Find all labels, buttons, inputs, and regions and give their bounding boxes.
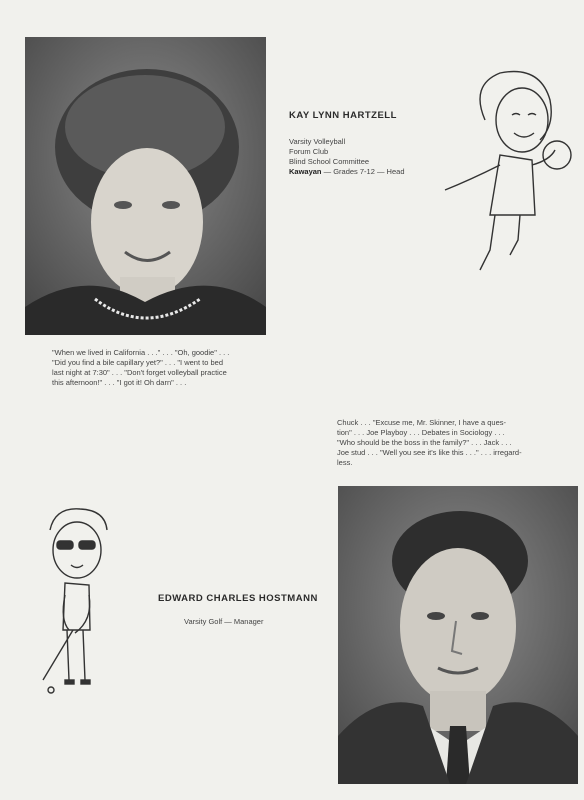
quote-block (337, 418, 522, 468)
quote-line: this afternoon!" . . . "I got it! Oh darn" . . . (52, 378, 187, 387)
kawayan-label: Kawayan (289, 167, 322, 176)
portrait-photo-kay (25, 37, 266, 335)
activity-item: Forum Club (289, 147, 329, 156)
quote-line: Chuck . . . "Excuse me, Mr. Skinner, I have a ques- (337, 418, 506, 427)
quote-line: "Who should be the boss in the family?" . . . Jack . . . (337, 438, 512, 447)
activity-item: Varsity Volleyball (289, 137, 346, 146)
student-name: KAY LYNN HARTZELL (289, 110, 397, 121)
quote-line: Joe stud . . . "Well you see it's like this . . ." . . . irregard- (337, 448, 522, 457)
student-name: EDWARD CHARLES HOSTMANN (158, 593, 318, 604)
activity-item (289, 167, 405, 177)
quote-block (52, 348, 229, 388)
kawayan-text: — Grades 7-12 — Head (321, 167, 405, 176)
quote-line: less. (337, 458, 353, 467)
activity-item: Varsity Golf — Manager (184, 617, 264, 626)
quote-line: "Did you find a bile capillary yet?" . . . "I went to bed (52, 358, 223, 367)
portrait-photo-edward (338, 486, 578, 784)
activity-list (289, 137, 405, 177)
activity-list (184, 617, 263, 627)
activity-item: Blind School Committee (289, 157, 370, 166)
quote-line: tion" . . . Joe Playboy . . . Debates in Sociology . . . (337, 428, 505, 437)
caricature-volleyball-drawing (440, 65, 575, 280)
caricature-golfer-drawing (35, 505, 115, 700)
quote-line: "When we lived in California . . ." . . . "Oh, goodie" . . . (52, 348, 230, 357)
quote-line: last night at 7:30" . . . "Don't forget volleyball practice (52, 368, 227, 377)
